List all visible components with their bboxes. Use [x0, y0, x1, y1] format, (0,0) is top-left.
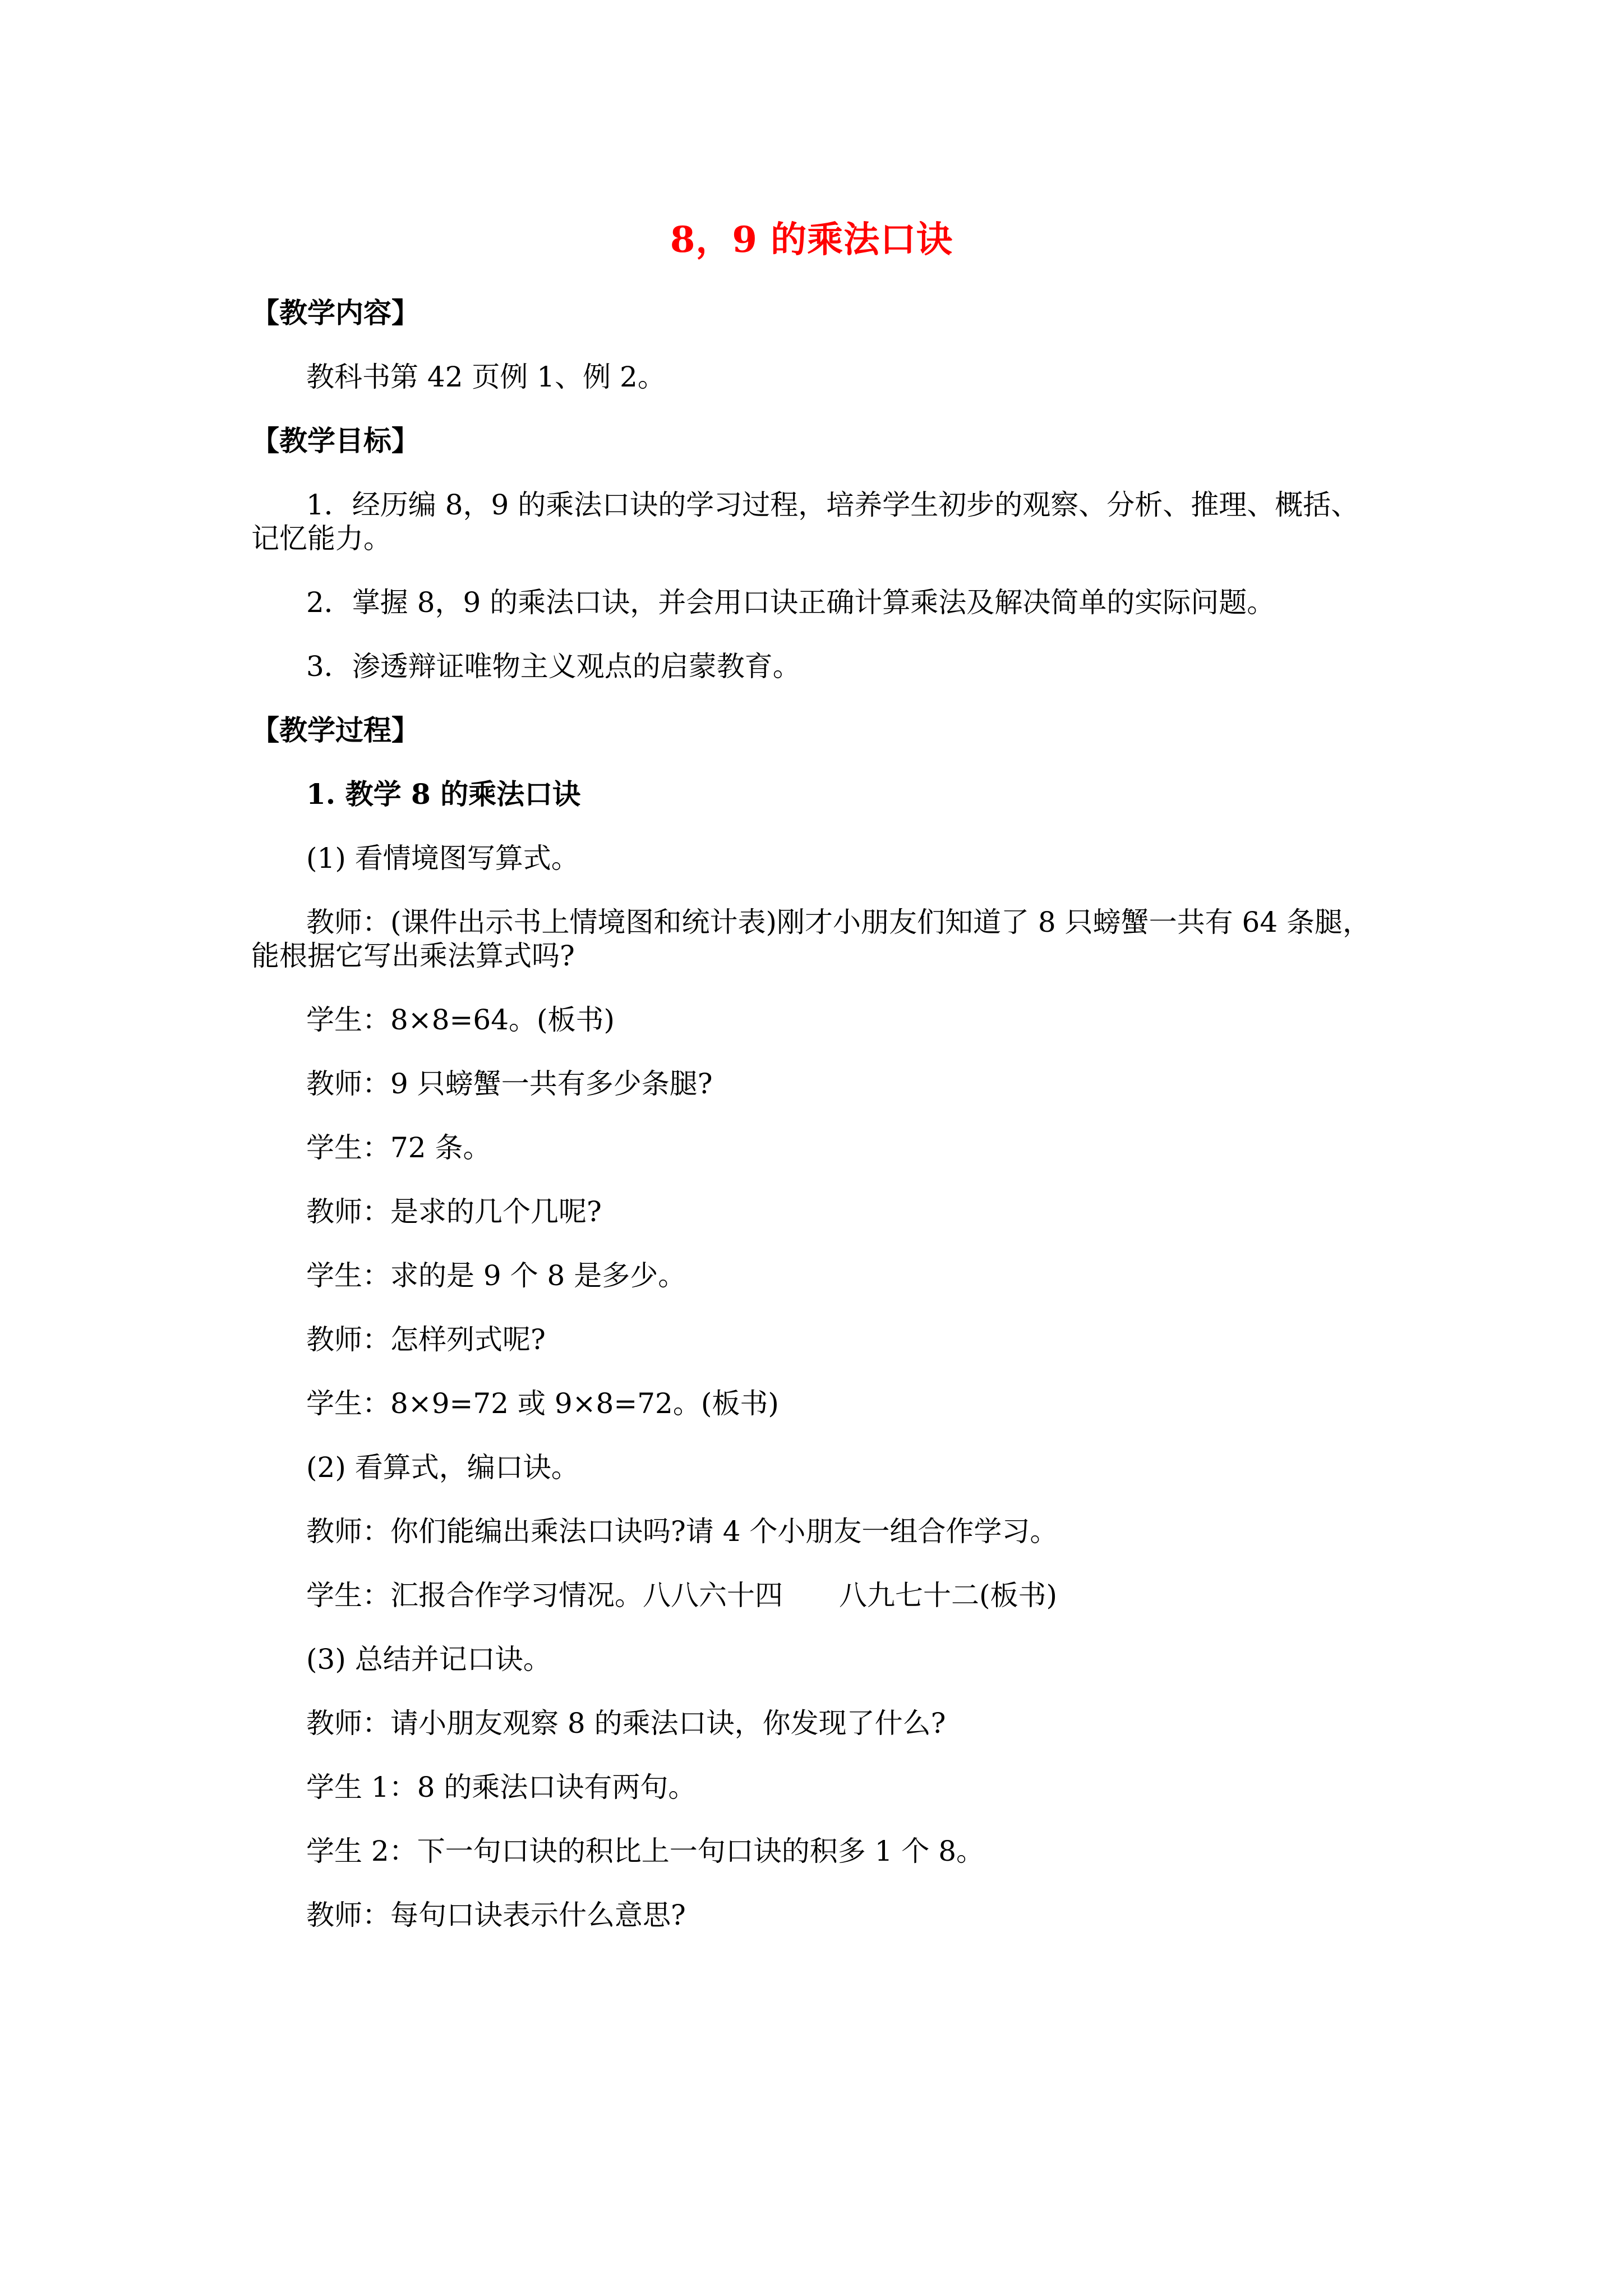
section-heading-content: 【教学内容】 [251, 296, 419, 329]
goal-item-2: 2．掌握 8，9 的乘法口诀，并会用口诀正确计算乘法及解决简单的实际问题。 [306, 586, 1275, 619]
document-body [251, 296, 1378, 1962]
process-line: 学生：8×8=64。(板书) [306, 1004, 615, 1036]
section-heading-goals: 【教学目标】 [251, 424, 419, 457]
process-line: (1) 看情境图写算式。 [306, 842, 579, 875]
process-line: 学生：求的是 9 个 8 是多少。 [306, 1259, 686, 1292]
process-line: 学生 2：下一句口诀的积比上一句口诀的积多 1 个 8。 [306, 1835, 985, 1867]
page-title: 8，9 的乘法口诀 [670, 219, 953, 261]
process-line: 教师：你们能编出乘法口诀吗?请 4 个小朋友一组合作学习。 [306, 1515, 1058, 1548]
process-line: 教师：是求的几个几呢? [306, 1195, 602, 1228]
process-line: 学生 1：8 的乘法口诀有两句。 [306, 1771, 697, 1803]
process-line: (2) 看算式，编口诀。 [306, 1451, 579, 1484]
report-part-a: 学生：汇报合作学习情况。八八六十四 [306, 1579, 783, 1612]
process-line: 教师：每句口诀表示什么意思? [306, 1899, 686, 1931]
process-line: (3) 总结并记口诀。 [306, 1643, 551, 1676]
section-heading-process: 【教学过程】 [251, 714, 419, 747]
process-line: 教师：怎样列式呢? [306, 1323, 546, 1356]
goal-item-3: 3．渗透辩证唯物主义观点的启蒙教育。 [306, 650, 801, 683]
process-line: 教师：(课件出示书上情境图和统计表)刚才小朋友们知道了 8 只螃蟹一共有 64 条腿，能根据它写出乘法算式吗? [251, 906, 1371, 972]
content-text: 教科书第 42 页例 1、例 2。 [306, 361, 666, 393]
goal-item-1: 1．经历编 8，9 的乘法口诀的学习过程，培养学生初步的观察、分析、推理、概括、记忆能力。 [251, 489, 1359, 555]
process-step-1: 1. 教学 8 的乘法口诀 [306, 777, 581, 811]
process-line: 教师：9 只螃蟹一共有多少条腿? [306, 1068, 713, 1100]
process-line: 教师：请小朋友观察 8 的乘法口诀，你发现了什么? [306, 1707, 946, 1740]
report-part-b: 八九七十二(板书) [839, 1579, 1058, 1612]
process-line: 学生：72 条。 [306, 1131, 491, 1164]
process-line: 学生：8×9=72 或 9×8=72。(板书) [306, 1387, 779, 1420]
report-line [251, 1579, 1378, 1612]
